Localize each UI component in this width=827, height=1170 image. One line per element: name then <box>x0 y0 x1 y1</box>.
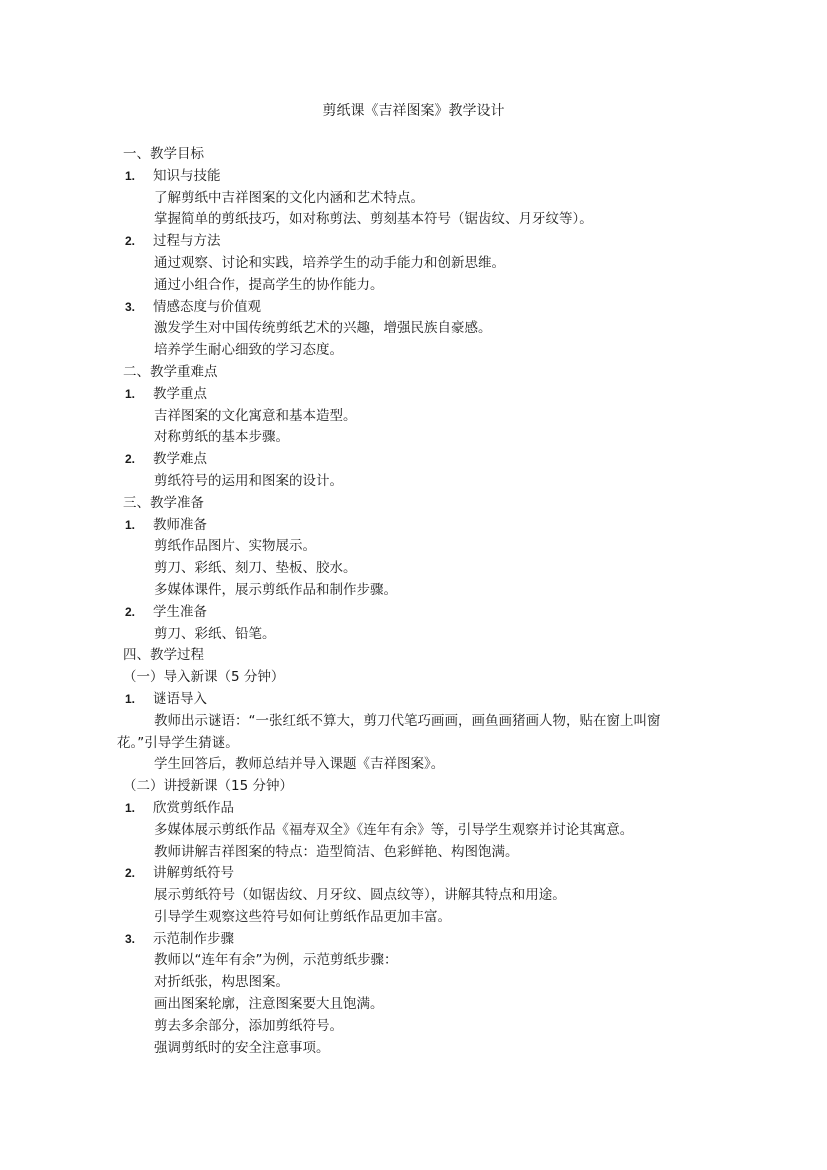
body-line: 多媒体课件，展示剪纸作品和制作步骤。 <box>154 581 397 598</box>
list-number: 3. <box>125 931 136 946</box>
section-heading: 三、教学准备 <box>123 494 204 511</box>
subsection-label: 情感态度与价值观 <box>153 298 261 315</box>
body-line: 引导学生观察这些符号如何让剪纸作品更加丰富。 <box>154 908 451 925</box>
subsection-heading <box>123 384 713 406</box>
subsection-label: 教学重点 <box>153 385 207 402</box>
list-number: 1. <box>125 800 136 815</box>
body-line: 学生回答后，教师总结并导入课题《吉祥图案》。 <box>154 756 445 773</box>
body-line: 画出图案轮廓，注意图案要大且饱满。 <box>154 996 384 1013</box>
subsection-heading <box>123 602 713 624</box>
subsection-heading <box>123 449 713 471</box>
document-title: 剪纸课《吉祥图案》教学设计 <box>322 103 505 119</box>
part-heading: （二）讲授新课（15 分钟） <box>123 778 293 795</box>
subsection-label: 欣赏剪纸作品 <box>153 799 234 816</box>
list-number: 2. <box>125 604 136 619</box>
list-number: 2. <box>125 452 136 467</box>
list-number: 2. <box>125 234 136 249</box>
body-line: 吉祥图案的文化寓意和基本造型。 <box>154 407 357 424</box>
body-line: 剪纸符号的运用和图案的设计。 <box>154 472 343 489</box>
body-line: 对称剪纸的基本步骤。 <box>154 429 289 446</box>
subsection-label: 知识与技能 <box>153 167 221 184</box>
list-number: 1. <box>125 168 136 183</box>
subsection-heading <box>123 863 713 885</box>
subsection-heading <box>123 231 713 253</box>
part-heading: （一）导入新课（5 分钟） <box>123 669 285 686</box>
subsection-heading <box>123 929 713 951</box>
body-line: 激发学生对中国传统剪纸艺术的兴趣，增强民族自豪感。 <box>154 320 492 337</box>
document-body <box>117 144 713 1059</box>
body-line: 培养学生耐心细致的学习态度。 <box>154 342 343 359</box>
subsection-label: 示范制作步骤 <box>153 930 234 947</box>
body-line: 对折纸张，构思图案。 <box>154 974 289 991</box>
body-line: 了解剪纸中吉祥图案的文化内涵和艺术特点。 <box>154 189 424 206</box>
list-number: 1. <box>125 517 136 532</box>
body-line: 展示剪纸符号（如锯齿纹、月牙纹、圆点纹等），讲解其特点和用途。 <box>154 887 566 904</box>
body-line: 教师讲解吉祥图案的特点：造型简洁、色彩鲜艳、构图饱满。 <box>154 843 519 860</box>
subsection-label: 讲解剪纸符号 <box>153 865 234 882</box>
body-line: 多媒体展示剪纸作品《福寿双全》《连年有余》等，引导学生观察并讨论其寓意。 <box>154 821 634 838</box>
body-line: 教师以“连年有余”为例，示范剪纸步骤： <box>154 952 398 969</box>
body-line-continuation: 花。”引导学生猜谜。 <box>117 734 239 751</box>
body-line: 剪纸作品图片、实物展示。 <box>154 538 316 555</box>
section-heading: 一、教学目标 <box>123 146 204 162</box>
subsection-label: 谜语导入 <box>153 690 207 707</box>
body-line: 剪刀、彩纸、铅笔。 <box>154 625 276 642</box>
subsection-heading <box>123 166 713 188</box>
subsection-heading <box>123 515 713 537</box>
list-number: 1. <box>125 386 136 401</box>
list-number: 3. <box>125 299 136 314</box>
body-line: 通过小组合作，提高学生的协作能力。 <box>154 276 384 293</box>
body-line: 教师出示谜语：“一张红纸不算大，剪刀代笔巧画画，画鱼画猪画人物，贴在窗上叫窗 <box>154 712 661 729</box>
list-number: 1. <box>125 691 136 706</box>
body-line: 强调剪纸时的安全注意事项。 <box>154 1039 330 1056</box>
section-heading: 四、教学过程 <box>123 647 204 664</box>
subsection-heading <box>123 689 713 711</box>
subsection-label: 过程与方法 <box>153 233 221 250</box>
body-line: 掌握简单的剪纸技巧，如对称剪法、剪刻基本符号（锯齿纹、月牙纹等）。 <box>154 211 593 228</box>
section-heading: 二、教学重难点 <box>123 363 218 380</box>
subsection-heading <box>123 798 713 820</box>
body-line: 剪去多余部分，添加剪纸符号。 <box>154 1017 343 1034</box>
subsection-label: 学生准备 <box>153 603 207 620</box>
subsection-label: 教师准备 <box>153 516 207 533</box>
body-line: 通过观察、讨论和实践，培养学生的动手能力和创新思维。 <box>154 254 505 271</box>
body-line: 剪刀、彩纸、刻刀、垫板、胶水。 <box>154 560 357 577</box>
subsection-heading <box>123 297 713 319</box>
subsection-label: 教学难点 <box>153 451 207 468</box>
list-number: 2. <box>125 866 136 881</box>
